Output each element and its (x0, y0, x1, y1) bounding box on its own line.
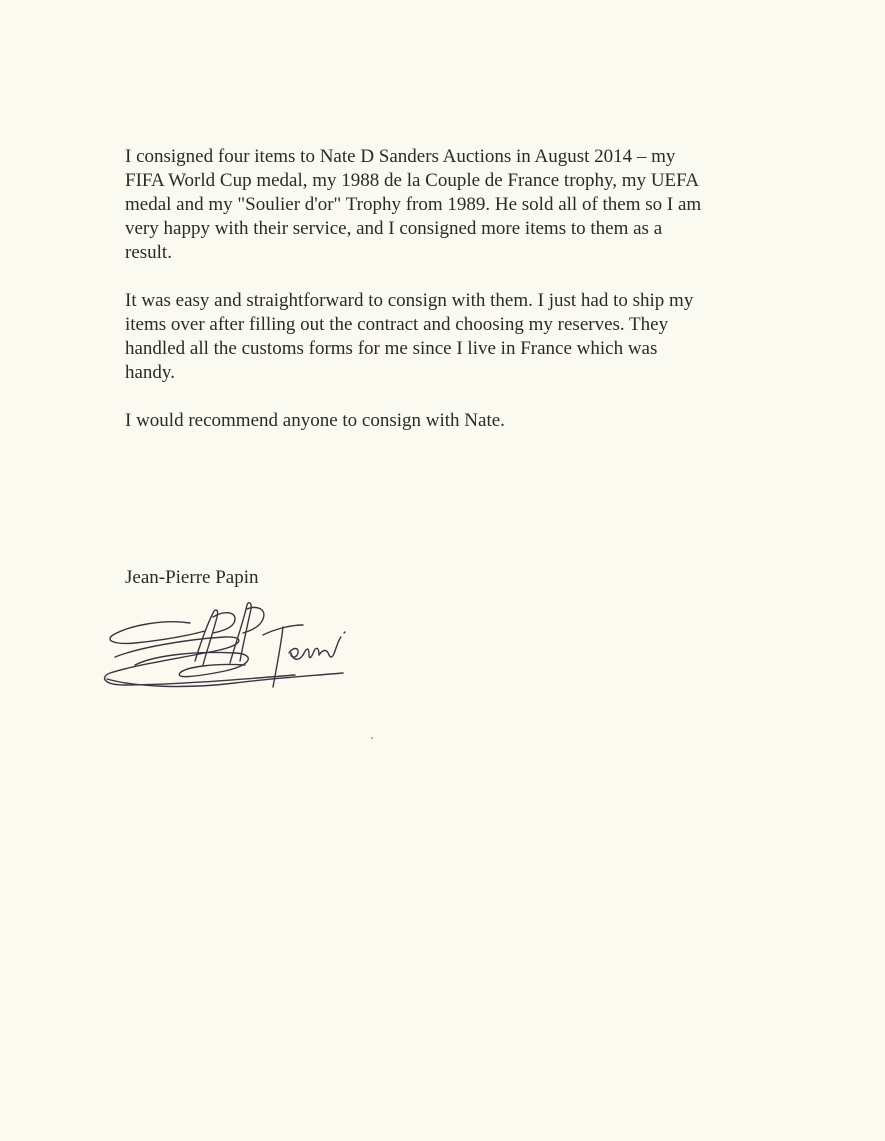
paper-speck (371, 737, 373, 739)
paragraph-consignment-items: I consigned four items to Nate D Sanders Auctions in August 2014 – my FIFA World Cup medal, my 1988 de la Couple de France trophy, my UEFA medal and my "Soulier d'or" Trophy from 1989. He sold all of them so I am very happy with their service, and I consigned more items to them as a result. (125, 146, 702, 263)
handwritten-signature (95, 595, 360, 700)
paragraph-recommendation: I would recommend anyone to consign with Nate. (125, 410, 505, 431)
paragraph-consignment-process: It was easy and straightforward to consign with them. I just had to ship my items over after filling out the contract and choosing my reserves. They handled all the customs forms for me since I live in France which was handy. (125, 290, 694, 383)
signer-name: Jean-Pierre Papin (125, 567, 259, 588)
letter-body (125, 145, 775, 433)
